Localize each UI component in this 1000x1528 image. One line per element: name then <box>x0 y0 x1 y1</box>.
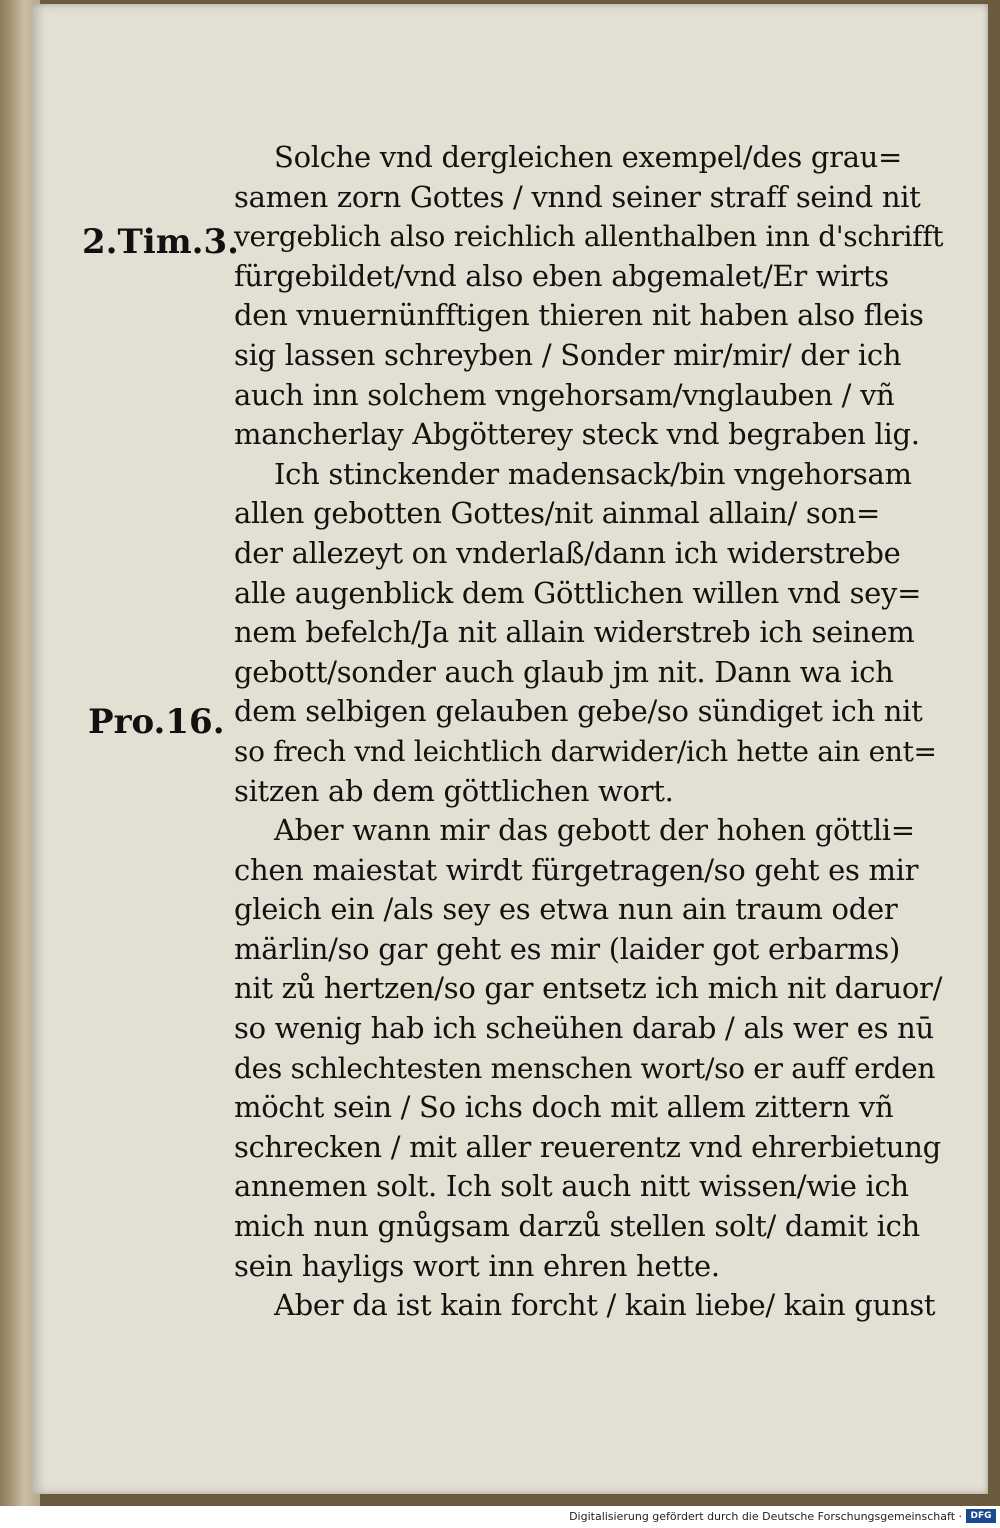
text-line: gleich ein /als sey es etwa nun ain traum oder <box>234 892 898 927</box>
text-line: Solche vnd dergleichen exempel/des grau= <box>274 140 903 174</box>
text-line: allen gebotten Gottes/nit ainmal allain/ son= <box>234 496 880 531</box>
text-line: so frech vnd leichtlich darwider/ich hette ain ent= <box>234 734 937 768</box>
text-line: schrecken / mit aller reuerentz vnd ehrerbietung <box>234 1129 941 1164</box>
text-line: alle augenblick dem Göttlichen willen vnd sey= <box>234 575 922 610</box>
text-line: sig lassen schreyben / Sonder mir/mir/ der ich <box>234 337 902 372</box>
text-line: sitzen ab dem göttlichen wort. <box>234 773 674 808</box>
text-line: nit zů hertzen/so gar entsetz ich mich nit daruor/ <box>234 971 943 1006</box>
text-line: sein hayligs wort inn ehren hette. <box>234 1248 720 1283</box>
text-line: der allezeyt on vnderlaß/dann ich widerstrebe <box>234 535 901 570</box>
text-line: märlin/so gar geht es mir (laider got erbarms) <box>234 931 901 966</box>
text-line: nem befelch/Ja nit allain widerstreb ich seinem <box>234 615 915 650</box>
text-line: auch inn solchem vngehorsam/vnglauben / vñ <box>234 377 895 412</box>
text-line: des schlechtesten menschen wort/so er auff erden <box>234 1051 936 1085</box>
margin-note-tim: 2.Tim.3. <box>82 222 240 262</box>
text-line: dem selbigen gelauben gebe/so sündiget ich nit <box>234 694 923 729</box>
text-line: Ich stinckender madensack/bin vngehorsam <box>274 456 912 491</box>
text-line: Aber da ist kain forcht / kain liebe/ kain gunst <box>274 1288 936 1323</box>
text-line: mich nun gnůgsam darzů stellen solt/ damit ich <box>234 1209 920 1244</box>
page-text <box>234 138 946 1326</box>
text-line: den vnuernünfftigen thieren nit haben also fleis <box>234 298 924 333</box>
funding-credit: Digitalisierung gefördert durch die Deutsche Forschungsgemeinschaft · <box>569 1510 962 1523</box>
text-line: chen maiestat wirdt fürgetragen/so geht es mir <box>234 852 919 887</box>
text-line: annemen solt. Ich solt auch nitt wissen/wie ich <box>234 1169 909 1204</box>
margin-note-pro: Pro.16. <box>88 702 225 742</box>
text-line: Aber wann mir das gebott der hohen göttli= <box>274 813 915 848</box>
text-line: vergeblich also reichlich allenthalben inn d'schrifft <box>234 220 944 254</box>
text-line: fürgebildet/vnd also eben abgemalet/Er wirts <box>234 258 889 293</box>
dfg-logo-icon: DFG <box>966 1509 996 1523</box>
text-line: gebott/sonder auch glaub jm nit. Dann wa ich <box>234 654 894 689</box>
text-line: so wenig hab ich scheühen darab / als wer es nū <box>234 1011 934 1046</box>
footer <box>0 1506 1000 1528</box>
text-line: mancherlay Abgötterey steck vnd begraben lig. <box>234 417 920 452</box>
text-line: möcht sein / So ichs doch mit allem zittern vñ <box>234 1090 894 1125</box>
text-line: samen zorn Gottes / vnnd seiner straff seind nit <box>234 179 921 214</box>
